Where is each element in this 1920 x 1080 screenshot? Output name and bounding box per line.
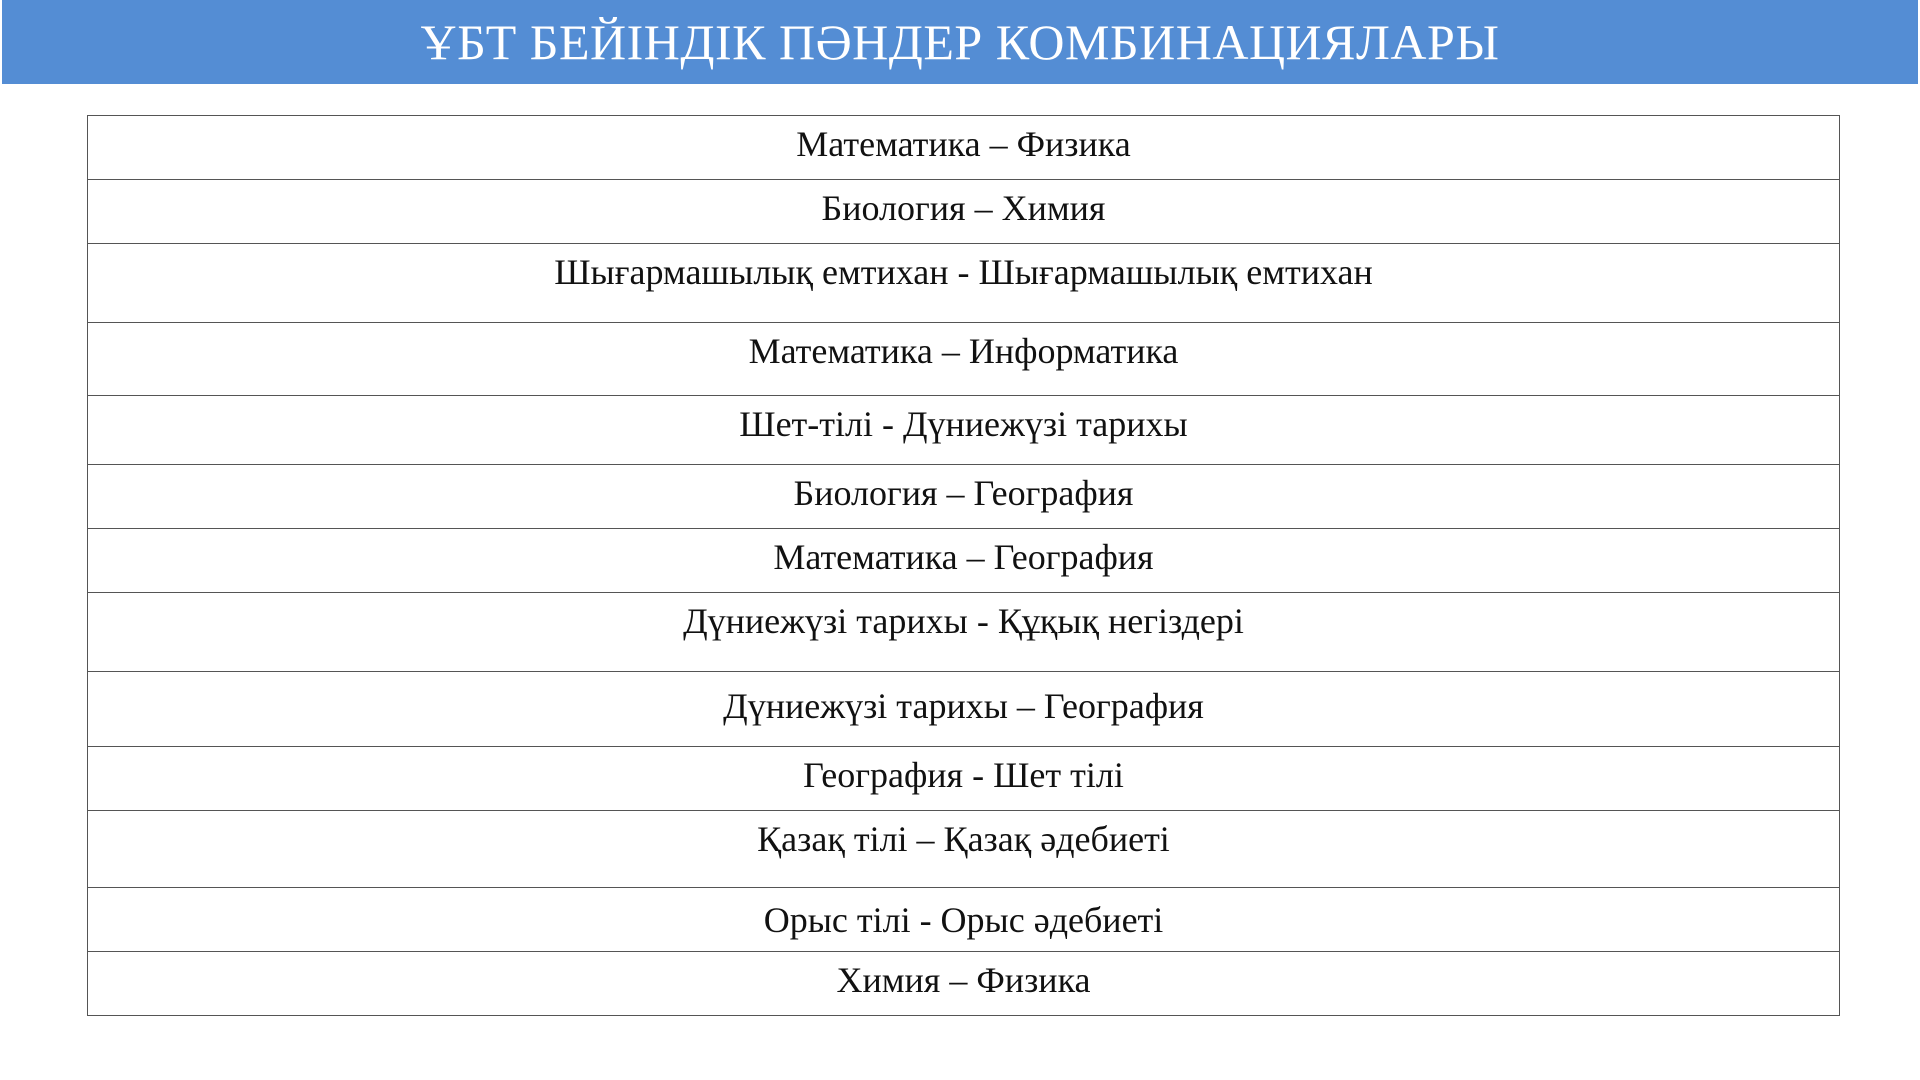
- table-row: [88, 323, 1840, 396]
- combination-cell: Шығармашылық емтихан - Шығармашылық емтихан: [88, 244, 1840, 323]
- combination-cell: Дүниежүзі тарихы – География: [88, 672, 1840, 747]
- table-row: [88, 811, 1840, 888]
- combination-cell: Математика – Физика: [88, 116, 1840, 180]
- combination-cell: Орыс тілі - Орыс әдебиеті: [88, 888, 1840, 952]
- page-title: ҰБТ БЕЙІНДІК ПӘНДЕР КОМБИНАЦИЯЛАРЫ: [420, 14, 1500, 70]
- combination-cell: Химия – Физика: [88, 952, 1840, 1016]
- table-row: [88, 593, 1840, 672]
- combination-cell: География - Шет тілі: [88, 747, 1840, 811]
- table-row: [88, 116, 1840, 180]
- combination-cell: Шет-тілі - Дүниежүзі тарихы: [88, 396, 1840, 465]
- combination-cell: Математика – География: [88, 529, 1840, 593]
- table-row: [88, 672, 1840, 747]
- combination-cell: Математика – Информатика: [88, 323, 1840, 396]
- subject-combinations-table: [87, 115, 1840, 1016]
- title-bar: [2, 0, 1918, 84]
- table-row: [88, 888, 1840, 952]
- combination-cell: Биология – География: [88, 465, 1840, 529]
- table-row: [88, 465, 1840, 529]
- combination-cell: Биология – Химия: [88, 180, 1840, 244]
- table-row: [88, 529, 1840, 593]
- table-row: [88, 952, 1840, 1016]
- combination-cell: Дүниежүзі тарихы - Құқық негіздері: [88, 593, 1840, 672]
- table-row: [88, 396, 1840, 465]
- table-row: [88, 747, 1840, 811]
- combination-cell: Қазақ тілі – Қазақ әдебиеті: [88, 811, 1840, 888]
- table-row: [88, 180, 1840, 244]
- table-row: [88, 244, 1840, 323]
